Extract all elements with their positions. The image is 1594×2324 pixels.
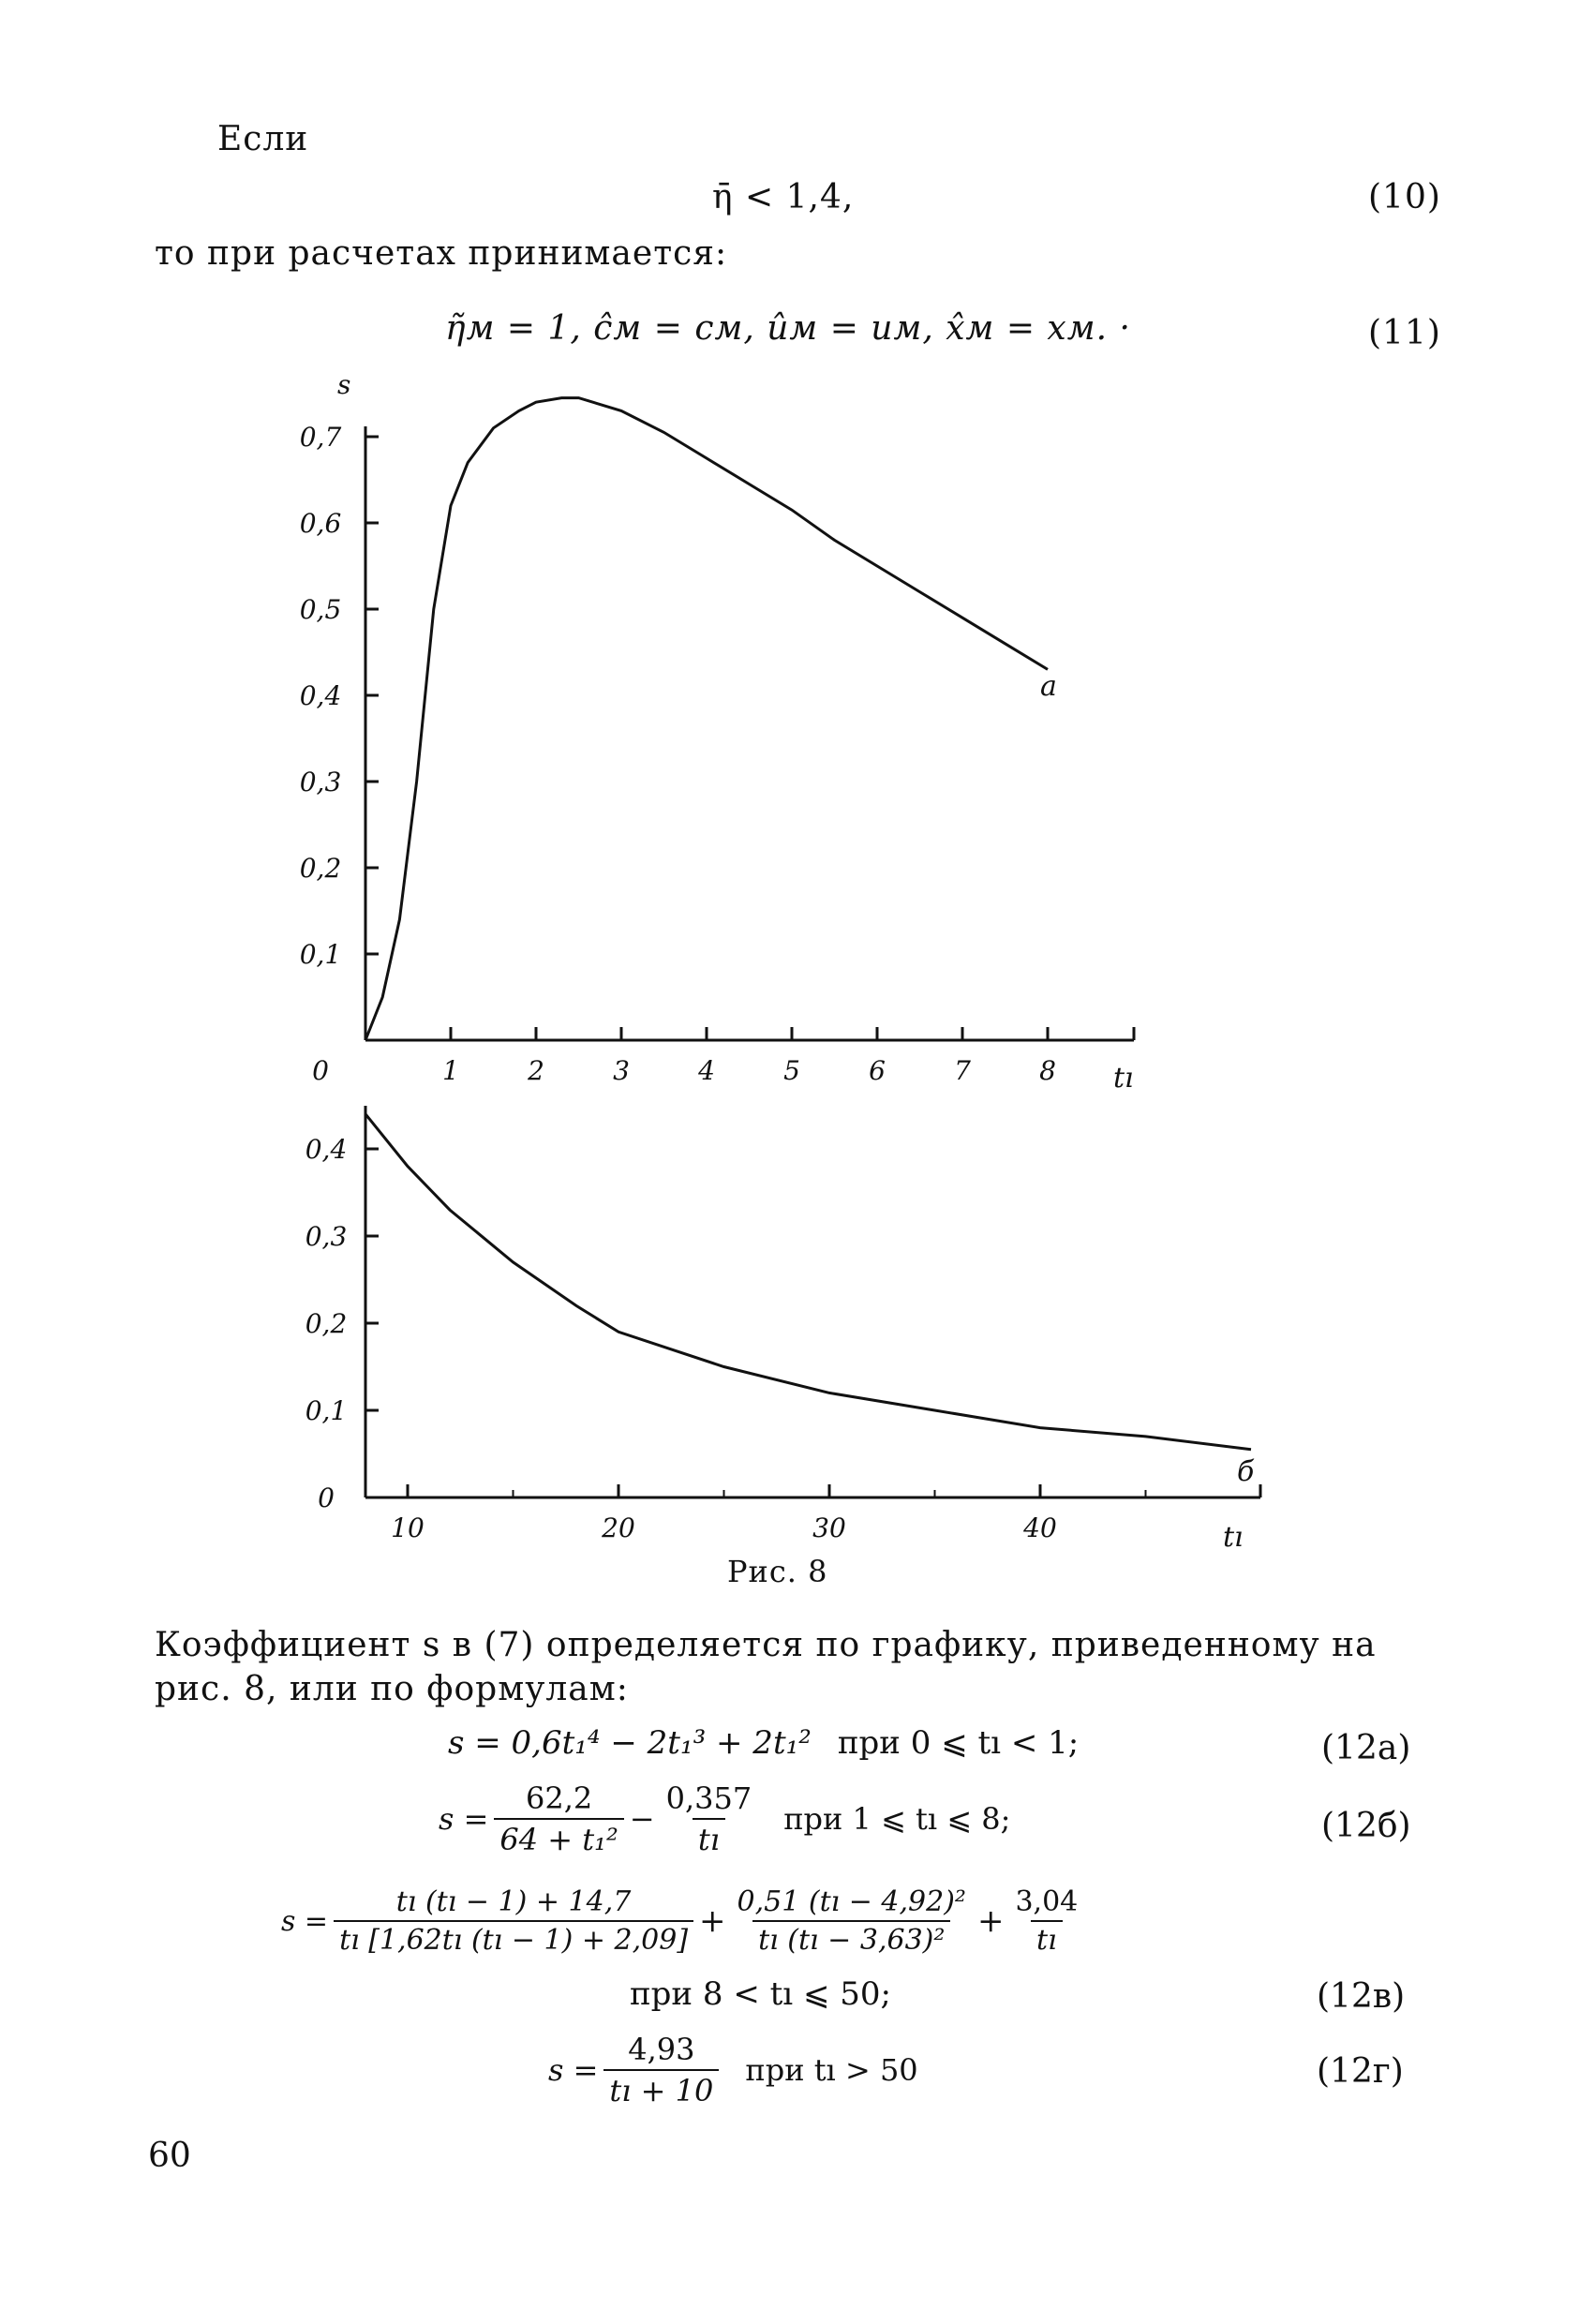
text-then: то при расчетах принимается: bbox=[155, 234, 728, 273]
formula-12c-num3: 3,04 bbox=[1015, 1885, 1079, 1918]
formula-12c-num1: tı (tı − 1) + 14,7 bbox=[395, 1885, 632, 1918]
top-y-tick-label: 0,6 bbox=[299, 508, 342, 539]
formula-12c-plus1: + bbox=[699, 1902, 726, 1940]
formula-12c-num2: 0,51 (tı − 4,92)² bbox=[737, 1885, 966, 1918]
top-y-tick-label: 0,2 bbox=[299, 853, 342, 884]
figure-8 bbox=[0, 356, 1594, 1602]
bottom-y-tick-label: 0,3 bbox=[305, 1221, 348, 1252]
equation-number-12a: (12а) bbox=[1321, 1729, 1411, 1767]
top-y-tick-label: 0,7 bbox=[299, 422, 342, 453]
formula-12b-lhs: s = bbox=[439, 1801, 489, 1837]
formula-12b-num2: 0,357 bbox=[665, 1780, 752, 1816]
formula-12d-num: 4,93 bbox=[628, 2032, 695, 2067]
bottom-x-tick-label: 30 bbox=[812, 1512, 846, 1543]
text-if: Если bbox=[217, 120, 309, 158]
top-y-tick-label: 0,4 bbox=[299, 680, 342, 711]
figure-caption: Рис. 8 bbox=[727, 1554, 828, 1589]
paragraph-line-2: рис. 8, или по формулам: bbox=[155, 1670, 629, 1708]
formula-12d-condition: при tı > 50 bbox=[745, 2052, 918, 2088]
equation-number-12d: (12г) bbox=[1317, 2052, 1404, 2091]
condition-10: η̄ < 1,4, bbox=[712, 178, 855, 216]
assignment-11: η̃м = 1, ĉм = cм, ûм = uм, x̂м = xм. · bbox=[445, 309, 1131, 348]
bottom-x-tick-label: 40 bbox=[1023, 1512, 1057, 1543]
formula-12c-den1: tı [1,62tı (tı − 1) + 2,09] bbox=[334, 1920, 693, 1957]
top-y-tick-label: 0 bbox=[312, 1055, 329, 1086]
formula-12c-plus2: + bbox=[976, 1902, 1005, 1940]
equation-number-11: (11) bbox=[1368, 314, 1441, 352]
curve-b bbox=[365, 1114, 1251, 1450]
top-x-tick-label: 6 bbox=[869, 1055, 886, 1086]
equation-number-10: (10) bbox=[1368, 178, 1441, 216]
top-chart bbox=[300, 369, 1134, 1095]
top-x-tick-label: 5 bbox=[783, 1055, 800, 1086]
formula-12d-den: tı + 10 bbox=[603, 2069, 719, 2108]
formula-12b-num1: 62,2 bbox=[525, 1780, 593, 1816]
formula-12c-den2: tı (tı − 3,63)² bbox=[752, 1920, 950, 1957]
formula-12b-condition: при 1 ⩽ tı ⩽ 8; bbox=[783, 1801, 1011, 1837]
equation-number-12b: (12б) bbox=[1321, 1807, 1411, 1845]
formula-12a-expr: s = 0,6t₁⁴ − 2t₁³ + 2t₁² bbox=[448, 1724, 812, 1762]
top-x-tick-label: 3 bbox=[613, 1055, 630, 1086]
formula-12b-minus: − bbox=[629, 1801, 655, 1837]
curve-label-a: а bbox=[1040, 670, 1057, 703]
top-x-tick-label: 4 bbox=[698, 1055, 715, 1086]
bottom-y-tick-label: 0,4 bbox=[305, 1134, 348, 1165]
curve-label-b: б bbox=[1237, 1455, 1255, 1488]
top-y-tick-label: 0,3 bbox=[299, 767, 342, 797]
formula-12b-den2: tı bbox=[693, 1818, 725, 1857]
formula-12a-condition: при 0 ⩽ tı < 1; bbox=[837, 1724, 1080, 1762]
formula-12c-lhs: s = bbox=[281, 1904, 329, 1938]
top-x-tick-label: 8 bbox=[1039, 1055, 1056, 1086]
curve-a bbox=[365, 398, 1048, 1040]
formula-12d-lhs: s = bbox=[548, 2052, 599, 2088]
formula-12c-condition: при 8 < tı ⩽ 50; bbox=[630, 1975, 891, 2013]
bottom-y-tick-label: 0,1 bbox=[305, 1395, 348, 1426]
formula-12c bbox=[281, 1885, 1089, 1957]
top-x-tick-label: 2 bbox=[528, 1055, 544, 1086]
bottom-x-tick-label: 20 bbox=[602, 1512, 635, 1543]
formula-12c-den3: tı bbox=[1031, 1920, 1063, 1957]
equation-number-12c: (12в) bbox=[1317, 1977, 1406, 2016]
formula-12b bbox=[439, 1780, 1010, 1857]
top-x-tick-label: 7 bbox=[954, 1055, 971, 1086]
bottom-chart bbox=[305, 1106, 1260, 1554]
bottom-xlabel: tı bbox=[1223, 1521, 1244, 1554]
bottom-y-tick-label: 0 bbox=[318, 1482, 335, 1513]
page-number: 60 bbox=[148, 2137, 191, 2175]
paragraph-line-1: Коэффициент s в (7) определяется по графику, приведенному на bbox=[155, 1626, 1377, 1664]
top-x-tick-label: 1 bbox=[442, 1055, 459, 1086]
formula-12d bbox=[548, 2032, 918, 2108]
top-xlabel: tı bbox=[1113, 1062, 1134, 1095]
top-y-tick-label: 0,1 bbox=[299, 939, 342, 970]
formula-12a bbox=[448, 1724, 1079, 1762]
formula-12b-den1: 64 + t₁² bbox=[494, 1818, 623, 1857]
top-y-tick-label: 0,5 bbox=[299, 594, 342, 625]
bottom-x-tick-label: 10 bbox=[391, 1512, 425, 1543]
top-ylabel: s bbox=[337, 369, 351, 400]
bottom-y-tick-label: 0,2 bbox=[305, 1308, 348, 1339]
